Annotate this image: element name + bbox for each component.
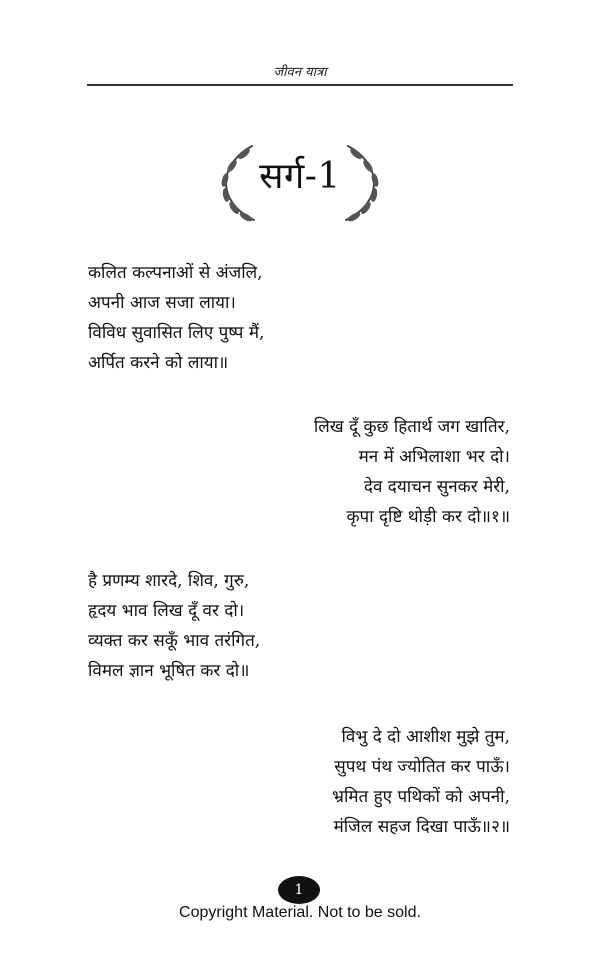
stanza-3 [88, 566, 260, 686]
header-rule [87, 84, 513, 86]
chapter-title: सर्ग-1 [259, 156, 341, 197]
verse-line: विभु दे दो आशीश मुझे तुम, [341, 727, 510, 747]
verse-line: विविध सुवासित लिए पुष्प मैं, [88, 323, 265, 343]
verse-line: देव दयाचन सुनकर मेरी, [363, 477, 510, 497]
verse-line: मन में अभिलाशा भर दो। [358, 447, 510, 467]
stanza-4 [332, 722, 510, 842]
verse-line: कलित कल्पनाओं से अंजलि, [88, 263, 263, 283]
verse-line: हृदय भाव लिख दूँ वर दो। [88, 601, 245, 621]
chapter-heading [210, 140, 390, 224]
verse-line: विमल ज्ञान भूषित कर दो॥ [88, 661, 250, 681]
verse-line: व्यक्त कर सकूँ भाव तरंगित, [88, 631, 261, 651]
page-number: 1 [278, 876, 320, 904]
verse-line: अपनी आज सजा लाया। [88, 293, 236, 313]
verse-line: मंजिल सहज दिखा पाऊँ॥२॥ [333, 817, 510, 837]
verse-line: भ्रमित हुए पथिकों को अपनी, [332, 787, 510, 807]
copyright-notice: Copyright Material. Not to be sold. [179, 904, 421, 921]
running-title: जीवन यात्रा [273, 65, 327, 80]
verse-line: अर्पित करने को लाया॥ [88, 353, 229, 373]
stanza-2 [314, 412, 510, 532]
stanza-1 [88, 258, 264, 378]
verse-line: है प्रणम्य शारदे, शिव, गुरु, [88, 571, 250, 591]
verse-line: लिख दूँ कुछ हितार्थ जग खातिर, [313, 417, 510, 437]
verse-line: सुपथ पंथ ज्योतित कर पाऊँ। [334, 757, 510, 777]
verse-line: कृपा दृष्टि थोड़ी कर दो॥१॥ [346, 507, 510, 527]
